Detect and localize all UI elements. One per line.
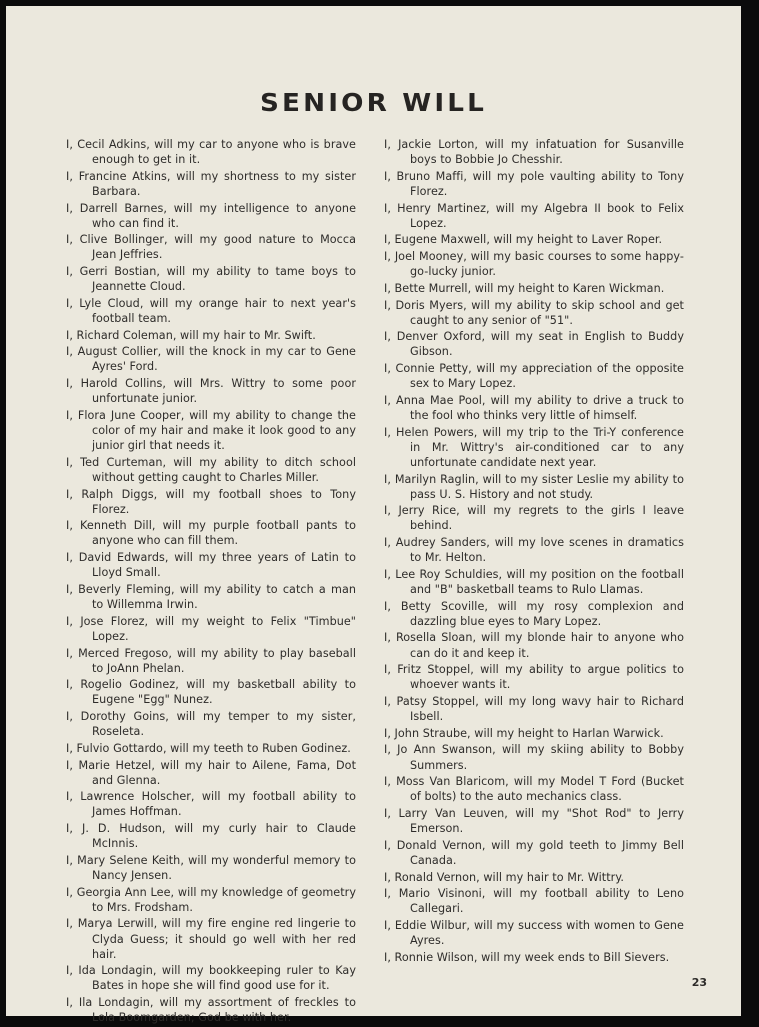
will-entry: I, Marilyn Raglin, will to my sister Leslie my ability to pass U. S. History and not study. (384, 472, 684, 501)
will-entry: I, Ted Curteman, will my ability to ditch school without getting caught to Charles Miller. (66, 455, 356, 484)
will-entry: I, Darrell Barnes, will my intelligence to anyone who can find it. (66, 201, 356, 230)
will-entry: I, Cecil Adkins, will my car to anyone who is brave enough to get in it. (66, 138, 356, 167)
will-entry: I, Audrey Sanders, will my love scenes in dramatics to Mr. Helton. (384, 536, 684, 565)
will-entry: I, Lee Roy Schuldies, will my position on the football and "B" basketball teams to Rulo Llamas. (384, 567, 684, 596)
will-entry: I, Joel Mooney, will my basic courses to some happy-go-lucky junior. (384, 250, 684, 279)
will-entry: I, Marya Lerwill, will my fire engine red lingerie to Clyda Guess; it should go well with her red hair. (66, 917, 356, 961)
will-entry: I, Jose Florez, will my weight to Felix "Timbue" Lopez. (66, 614, 356, 643)
will-entry: I, David Edwards, will my three years of Latin to Lloyd Small. (66, 551, 356, 580)
will-entry: I, Flora June Cooper, will my ability to change the color of my hair and make it look good to any junior girl that needs it. (66, 408, 356, 453)
will-entry: I, Lawrence Holscher, will my football ability to James Hoffman. (66, 790, 356, 819)
will-entry: I, Betty Scoville, will my rosy complexion and dazzling blue eyes to Mary Lopez. (384, 599, 684, 628)
will-entry: I, Rosella Sloan, will my blonde hair to anyone who can do it and keep it. (384, 631, 684, 660)
will-entry: I, Jackie Lorton, will my infatuation for Susanville boys to Bobbie Jo Chesshir. (384, 138, 684, 167)
will-entry: I, Harold Collins, will Mrs. Wittry to some poor unfortunate junior. (66, 377, 356, 406)
will-entry: I, John Straube, will my height to Harlan Warwick. (384, 726, 664, 740)
page-number: 23 (691, 976, 707, 989)
will-entry: I, Ronnie Wilson, will my week ends to Bill Sievers. (384, 950, 670, 964)
left-column (66, 137, 356, 1027)
will-entry: I, Beverly Fleming, will my ability to catch a man to Willemma Irwin. (66, 582, 356, 612)
will-entry: I, Ila Londagin, will my assortment of freckles to Lola Boomgarden; God be with her. (66, 996, 356, 1025)
will-entry: I, Bruno Maffi, will my pole vaulting ability to Tony Florez. (384, 169, 684, 198)
will-entry: I, Ida Londagin, will my bookkeeping ruler to Kay Bates in hope she will find good use for it. (66, 964, 356, 993)
will-entry: I, Eugene Maxwell, will my height to Laver Roper. (384, 233, 663, 247)
will-entry: I, Fulvio Gottardo, will my teeth to Ruben Godinez. (66, 741, 351, 755)
will-entry: I, Merced Fregoso, will my ability to play baseball to JoAnn Phelan. (66, 646, 356, 675)
will-entry: I, Donald Vernon, will my gold teeth to Jimmy Bell Canada. (384, 838, 684, 867)
will-entry: I, Eddie Wilbur, will my success with women to Gene Ayres. (384, 919, 684, 948)
will-entry: I, Gerri Bostian, will my ability to tame boys to Jeannette Cloud. (66, 265, 356, 294)
will-entry: I, Ronald Vernon, will my hair to Mr. Wittry. (384, 870, 625, 884)
will-entry: I, Moss Van Blaricom, will my Model T Ford (Bucket of bolts) to the auto mechanics class. (384, 775, 684, 804)
will-entry: I, Mary Selene Keith, will my wonderful memory to Nancy Jensen. (66, 853, 356, 882)
will-entry: I, Francine Atkins, will my shortness to my sister Barbara. (66, 169, 356, 198)
will-entry: I, Georgia Ann Lee, will my knowledge of geometry to Mrs. Frodsham. (66, 885, 356, 914)
will-entry: I, Bette Murrell, will my height to Karen Wickman. (384, 281, 665, 295)
will-entry: I, Kenneth Dill, will my purple football pants to anyone who can fill them. (66, 519, 356, 548)
will-entry: I, Dorothy Goins, will my temper to my sister, Roseleta. (66, 710, 356, 739)
will-entry: I, Clive Bollinger, will my good nature to Mocca Jean Jeffries. (66, 233, 356, 262)
will-entry: I, J. D. Hudson, will my curly hair to Claude McInnis. (66, 822, 356, 851)
will-entry: I, Marie Hetzel, will my hair to Ailene, Fama, Dot and Glenna. (66, 758, 356, 787)
will-entry: I, Rogelio Godinez, will my basketball ability to Eugene "Egg" Nunez. (66, 678, 356, 707)
will-entry: I, Doris Myers, will my ability to skip school and get caught to any senior of "51". (384, 298, 684, 327)
will-entry: I, Larry Van Leuven, will my "Shot Rod" to Jerry Emerson. (384, 807, 684, 836)
will-entry: I, Lyle Cloud, will my orange hair to next year's football team. (66, 296, 356, 325)
yearbook-page (6, 6, 741, 1025)
right-column (384, 137, 684, 967)
page-title: SENIOR WILL (259, 88, 488, 117)
will-entry: I, Fritz Stoppel, will my ability to argue politics to whoever wants it. (384, 663, 684, 692)
will-entry: I, Ralph Diggs, will my football shoes to Tony Florez. (66, 487, 356, 516)
will-entry: I, Patsy Stoppel, will my long wavy hair to Richard Isbell. (384, 694, 684, 724)
will-entry: I, Henry Martinez, will my Algebra II book to Felix Lopez. (384, 201, 684, 230)
will-entry: I, August Collier, will the knock in my car to Gene Ayres' Ford. (66, 345, 356, 374)
will-entry: I, Mario Visinoni, will my football ability to Leno Callegari. (384, 887, 684, 916)
will-entry: I, Anna Mae Pool, will my ability to drive a truck to the fool who thinks very little of himself. (384, 393, 684, 422)
will-entry: I, Jo Ann Swanson, will my skiing ability to Bobby Summers. (384, 743, 684, 772)
will-entry: I, Helen Powers, will my trip to the Tri-Y conference in Mr. Wittry's air-conditioned car to any unfortunate candidate next year. (384, 425, 684, 469)
will-entry: I, Denver Oxford, will my seat in English to Buddy Gibson. (384, 330, 684, 359)
will-entry: I, Jerry Rice, will my regrets to the girls I leave behind. (384, 504, 684, 533)
will-entry: I, Richard Coleman, will my hair to Mr. Swift. (66, 328, 316, 342)
will-entry: I, Connie Petty, will my appreciation of the opposite sex to Mary Lopez. (384, 362, 684, 391)
